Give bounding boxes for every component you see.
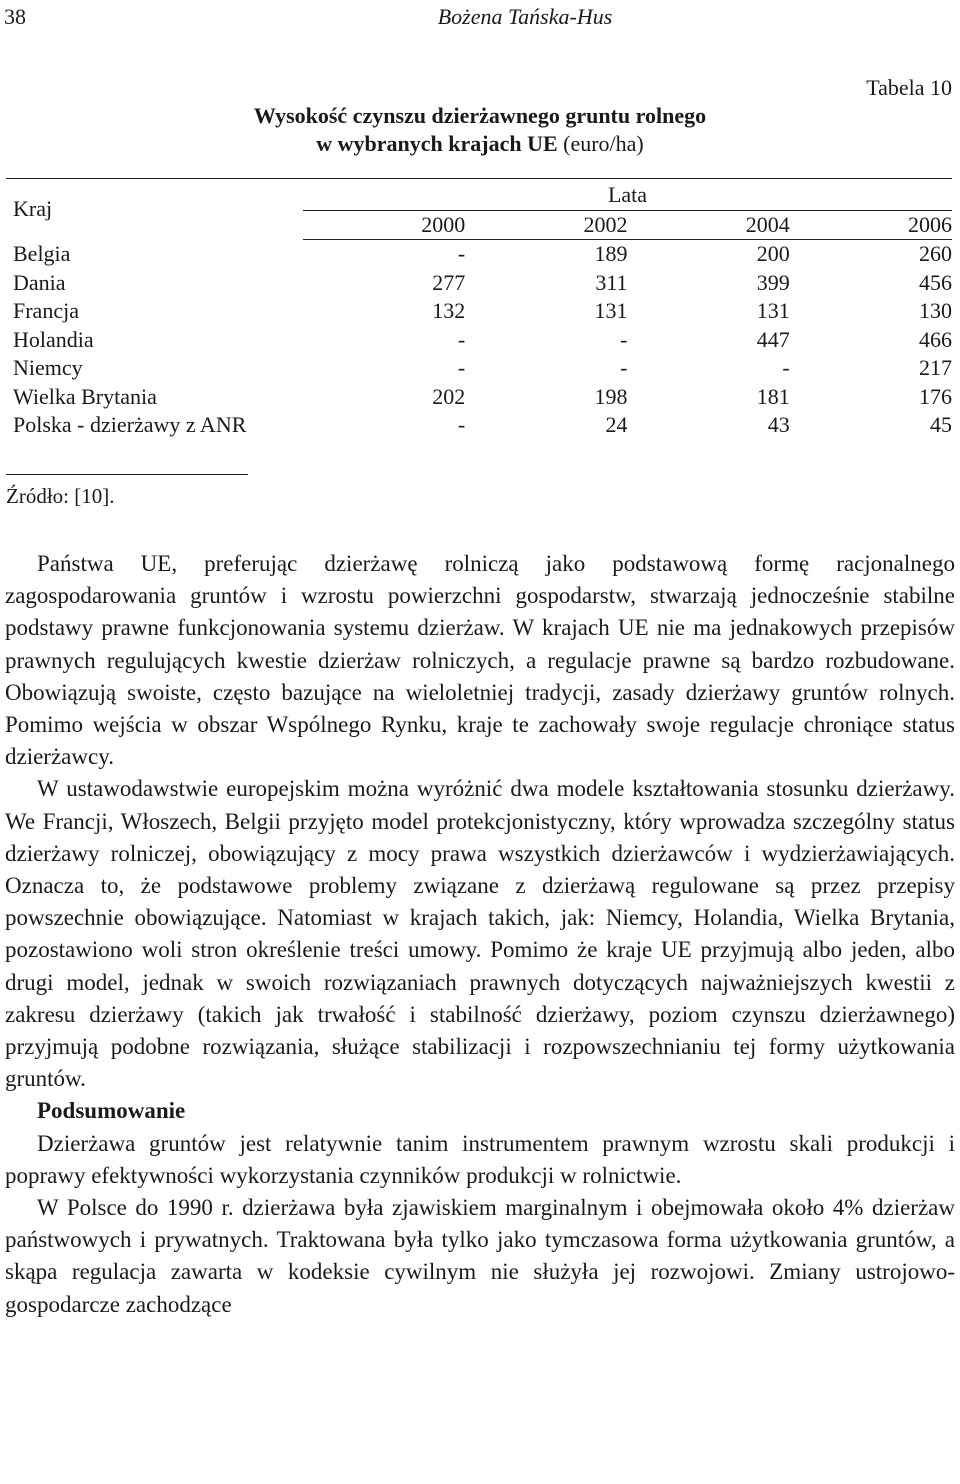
- cell-country: Wielka Brytania: [13, 383, 157, 409]
- cell-value: 447: [756, 326, 790, 352]
- table-row: [6, 411, 952, 440]
- cell-value: 466: [919, 326, 952, 352]
- column-header-year: 2006: [790, 210, 952, 240]
- source-divider: [6, 474, 248, 475]
- cell-value: 311: [595, 269, 628, 295]
- cell-value: 43: [767, 412, 790, 437]
- cell-value: 130: [919, 298, 952, 323]
- table-number: Tabela 10: [866, 75, 952, 100]
- cell-value: 200: [756, 241, 790, 266]
- cell-value: 277: [432, 269, 466, 295]
- cell-value: -: [457, 412, 466, 437]
- column-header-year: 2004: [628, 210, 790, 240]
- cell-value: -: [457, 326, 466, 352]
- table-body: [6, 240, 952, 440]
- cell-country: Holandia: [13, 326, 94, 352]
- table-title-line1: Wysokość czynszu dzierżawnego gruntu rolnego: [253, 103, 707, 128]
- cell-value: 260: [919, 241, 952, 266]
- table-source: Źródło: [10].: [6, 484, 115, 508]
- cell-value: 131: [756, 298, 790, 323]
- section-heading: Podsumowanie: [37, 1098, 186, 1124]
- cell-value: -: [457, 355, 466, 380]
- cell-country: Dania: [13, 269, 66, 295]
- table-title-unit: (euro/ha): [563, 131, 644, 156]
- rent-table-container: [0, 178, 960, 440]
- cell-country: Belgia: [13, 240, 71, 266]
- paragraph-4: W Polsce do 1990 r. dzierżawa była zjawiskiem marginalnym i obejmowała około 4% dzierżaw państwowych i prywatnych. Traktowana była tylko jako tymczasowa forma użytkowania gruntów, a skąpa regulacja zawarta w kodeksie cywilnym nie służyła jej rozwojowi. Zmiany ustrojowo-gospodarcze zachodzące: [5, 1195, 955, 1317]
- column-header-year: 2000: [303, 210, 465, 240]
- rent-table: [6, 178, 952, 440]
- table-title: [0, 102, 960, 158]
- cell-value: -: [620, 355, 628, 380]
- cell-value: 217: [919, 355, 952, 380]
- page-number: 38: [4, 4, 26, 29]
- paragraph-1: Państwa UE, preferując dzierżawę rolniczą jako podstawową formę racjonalnego zagospodarowania gruntów i wzrostu powierzchni gospodarstw, stwarzają jednocześnie stabilne podstawy prawne funkcjonowania systemu dzierżaw. W krajach UE nie ma jednakowych przepisów prawnych regulujących kwestie dzierżaw rolniczych, a regulacje prawne są bardzo rozbudowane. Obowiązują swoiste, często bazujące na wieloletniej tradycji, zasady dzierżawy gruntów rolnych. Pomimo wejścia w obszar Wspólnego Rynku, kraje te zachowały swoje regulacje chroniące status dzierżawcy.: [5, 551, 955, 770]
- cell-value: 131: [594, 298, 628, 323]
- cell-value: 24: [605, 412, 628, 437]
- cell-value: 399: [756, 269, 790, 295]
- body-text: [5, 548, 955, 1321]
- cell-value: -: [620, 326, 628, 352]
- column-header-country: Kraj: [6, 179, 303, 240]
- table-row: [6, 383, 952, 412]
- cell-value: 132: [432, 298, 466, 323]
- table-row: [6, 240, 952, 269]
- table-row: [6, 297, 952, 326]
- cell-value: 181: [756, 383, 790, 409]
- table-row: [6, 326, 952, 355]
- cell-value: 198: [594, 383, 628, 409]
- paragraph-2: W ustawodawstwie europejskim można wyróżnić dwa modele kształtowania stosunku dzierżawy. We Francji, Włoszech, Belgii przyjęto model protekcjonistyczny, który wprowadza szczególny status dzierżawy rolniczej, obowiązujący z mocy prawa wszystkich dzierżawców i wydzierżawiających. Oznacza to, że podstawowe problemy związane z dzierżawą regulowane są przez przepisy powszechnie obowiązujące. Natomiast w krajach takich, jak: Niemcy, Holandia, Wielka Brytania, pozostawiono woli stron określenie treści umowy. Pomimo że kraje UE przyjmują albo jeden, albo drugi model, jednak w swoich rozwiązaniach prawnych dotyczących najważniejszych kwestii z zakresu dzierżawy (takich jak trwałość i stabilność dzierżawy, poziom czynszu dzierżawnego) przyjmują podobne rozwiązania, służące stabilizacji i rozpowszechnianiu tej formy użytkowania gruntów.: [5, 776, 955, 1092]
- cell-value: 202: [432, 383, 466, 409]
- cell-value: -: [782, 355, 790, 380]
- table-header-row-group: [6, 179, 952, 211]
- cell-country: Polska - dzierżawy z ANR: [13, 412, 247, 437]
- cell-value: 176: [919, 383, 952, 409]
- cell-value: 456: [919, 269, 952, 295]
- table-title-line2: [0, 130, 960, 158]
- cell-value: 45: [930, 412, 952, 437]
- table-row: [6, 354, 952, 383]
- paragraph-3: Dzierżawa gruntów jest relatywnie tanim instrumentem prawnym wzrostu skali produkcji i poprawy efektywności wykorzystania czynników produkcji w rolnictwie.: [5, 1130, 955, 1188]
- column-header-years-group: Lata: [303, 179, 952, 211]
- column-header-year: 2002: [465, 210, 627, 240]
- cell-value: -: [457, 241, 466, 266]
- running-head-author: Bożena Tańska-Hus: [437, 4, 613, 29]
- table-title-line2-text: w wybranych krajach UE: [316, 131, 558, 156]
- cell-value: 189: [594, 241, 628, 266]
- cell-country: Niemcy: [13, 355, 83, 380]
- table-row: [6, 269, 952, 298]
- page-header: [0, 0, 960, 32]
- cell-country: Francja: [13, 298, 79, 323]
